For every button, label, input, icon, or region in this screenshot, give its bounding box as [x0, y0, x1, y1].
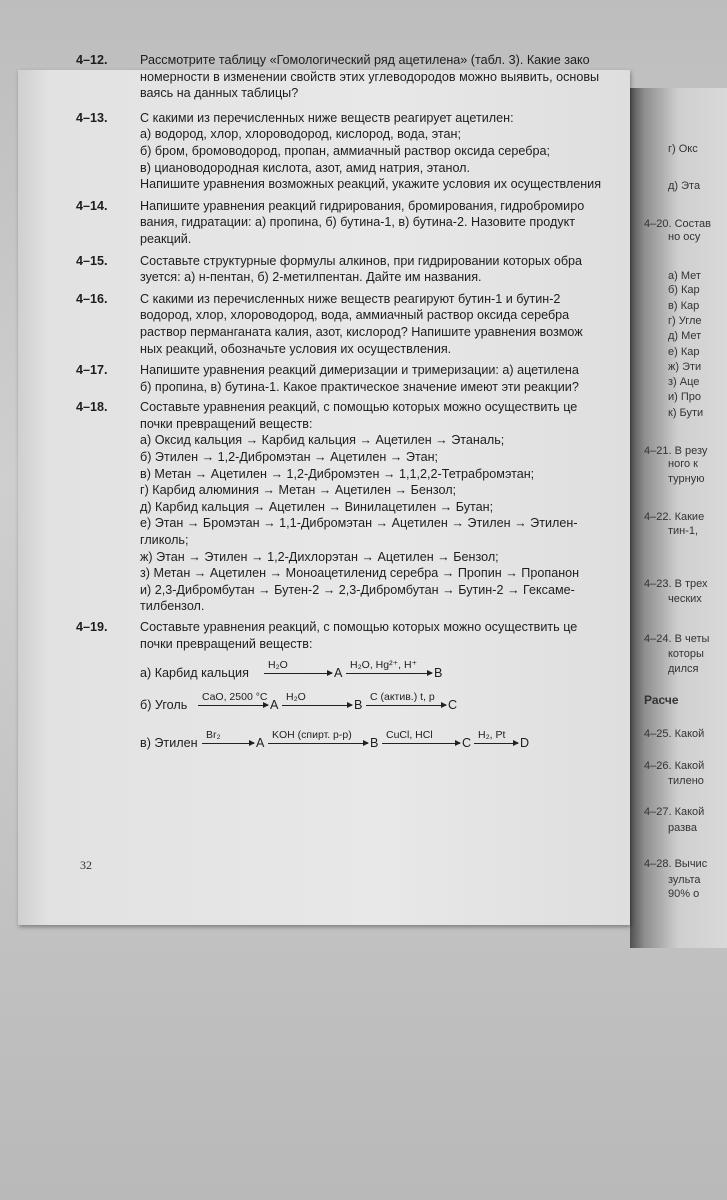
reaction-condition: H₂O: [286, 691, 306, 704]
task-block: [76, 362, 702, 395]
task-line: номерности в изменении свойств этих углеводородов можно выявить, основы: [140, 69, 600, 84]
task-line: г) Карбид алюминия → Метан → Ацетилен → Бензол;: [140, 483, 457, 498]
task-line: з) Метан → Ацетилен → Моноацетиленид серебра → Пропин → Пропанон: [140, 566, 580, 581]
adjacent-page-text-fragment: тин-1,: [668, 525, 699, 537]
task-line: зуется: а) н-пентан, б) 2-метилпентан. Дайте им названия.: [140, 270, 482, 285]
adjacent-page-text-fragment: дился: [668, 663, 699, 675]
reaction-condition: H₂, Pt: [478, 729, 506, 742]
task-text: [140, 362, 702, 395]
adjacent-page-text-fragment: 4–27. Какой: [644, 806, 705, 818]
reaction-condition: C (актив.) t, p: [370, 691, 435, 704]
reaction-condition: H₂O, Hg²⁺, H⁺: [350, 659, 418, 672]
task-line: тилбензол.: [140, 599, 205, 614]
adjacent-page-text-fragment: а) Мет: [668, 270, 701, 282]
adjacent-page-text-fragment: 4–26. Какой: [644, 760, 705, 772]
task-line: Напишите уравнения возможных реакций, укажите условия их осуществления: [140, 177, 602, 192]
reaction-schemes: [140, 655, 705, 755]
task-number: 4–17.: [76, 363, 108, 378]
task-line: гликоль;: [140, 533, 189, 548]
task-line: Составьте структурные формулы алкинов, при гидрировании которых обра: [140, 253, 583, 268]
adjacent-page-text-fragment: 4–21. В резу: [644, 445, 708, 457]
adjacent-page-text-fragment: з) Аце: [668, 376, 700, 388]
task-line: б) пропина, в) бутина-1. Какое практическое значение имеют эти реакции?: [140, 379, 579, 394]
task-line: ваясь на данных таблицы?: [140, 86, 299, 101]
task-line: б) Этилен → 1,2-Дибромэтан → Ацетилен → Этан;: [140, 450, 439, 465]
adjacent-page-text-fragment: которы: [668, 648, 704, 660]
adjacent-page-text-fragment: 4–22. Какие: [644, 511, 705, 523]
task-line: б) бром, бромоводород, пропан, аммиачный раствор оксида серебра;: [140, 143, 551, 158]
scheme-product: C: [462, 736, 472, 751]
task-line: в) Метан → Ацетилен → 1,2-Дибромэтен → 1,1,2,2-Тетрабромэтан;: [140, 466, 535, 481]
task-number: 4–12.: [76, 53, 108, 67]
task-number: 4–14.: [76, 198, 108, 213]
task-number: 4–16.: [76, 291, 108, 306]
adjacent-page-text-fragment: 4–25. Какой: [644, 728, 705, 740]
reaction-condition: KOH (спирт. р-р): [272, 729, 352, 742]
scheme-product: C: [448, 698, 458, 713]
adjacent-page-text-fragment: г) Угле: [668, 315, 702, 327]
scheme-product: A: [256, 736, 265, 751]
adjacent-page-text-fragment: тилено: [668, 775, 704, 787]
task-number: 4–15.: [76, 253, 108, 268]
task-block: [76, 253, 702, 286]
task-line: Составьте уравнения реакций, с помощью которых можно осуществить це: [140, 620, 578, 634]
adjacent-page-text-fragment: г) Окс: [668, 143, 698, 155]
page-number: 32: [80, 858, 92, 872]
task-line: Составьте уравнения реакций, с помощью которых можно осуществить це: [140, 400, 578, 415]
task-block: [76, 52, 702, 102]
task-text: [140, 110, 702, 193]
task-text: [140, 253, 702, 286]
adjacent-page-text-fragment: но осу: [668, 231, 701, 243]
reaction-scheme-b: [140, 687, 702, 717]
adjacent-page-text-fragment: ж) Эти: [668, 361, 702, 373]
task-line: С какими из перечисленных ниже веществ реагирует ацетилен:: [140, 110, 514, 125]
adjacent-page-text-fragment: 4–23. В трех: [644, 578, 708, 590]
task-text: [140, 399, 705, 615]
scheme-product: B: [434, 666, 443, 681]
task-line: и) 2,3-Дибромбутан → Бутен-2 → 2,3-Дибромбутан → Бутин-2 → Гексаме-: [140, 582, 575, 597]
task-line: почки превращений веществ:: [140, 416, 313, 431]
task-line: а) водород, хлор, хлороводород, кислород, вода, этан;: [140, 127, 461, 142]
task-number: 4–19.: [76, 620, 108, 634]
reaction-scheme-a: [140, 655, 702, 685]
scheme-product: B: [354, 698, 363, 713]
adjacent-page-text-fragment: 90% о: [668, 888, 700, 900]
task-block: [76, 198, 702, 248]
task-line: водород, хлор, хлороводород, вода, аммиачный раствор оксида серебра: [140, 308, 570, 323]
adjacent-page-text-fragment: ного к: [668, 458, 698, 470]
task-line: раствор перманганата калия, азот, кислород? Напишите уравнения возмож: [140, 324, 583, 339]
page-content: [76, 52, 705, 755]
task-text: [140, 198, 702, 248]
adjacent-page-text-fragment: Расче: [644, 693, 679, 707]
task-line: реакций.: [140, 231, 192, 246]
task-text: [140, 291, 702, 357]
task-line: почки превращений веществ:: [140, 636, 313, 651]
task-text: [140, 619, 702, 652]
task-line: Напишите уравнения реакций гидрирования, бромирования, гидробромиро: [140, 198, 585, 213]
task-line: вания, гидратации: а) пропина, б) бутина-1, в) бутина-2. Назовите продукт: [140, 215, 576, 230]
reaction-condition: Br₂: [206, 729, 221, 742]
adjacent-page-text-fragment: ческих: [668, 593, 702, 605]
scheme-start: а) Карбид кальция: [140, 666, 249, 681]
adjacent-page-text-fragment: 4–28. Вычис: [644, 858, 708, 870]
adjacent-page-text-fragment: турную: [668, 473, 705, 485]
reaction-condition: CaO, 2500 °C: [202, 691, 268, 704]
task-line: е) Этан → Бромэтан → 1,1-Дибромэтан → Ацетилен → Этилен → Этилен-: [140, 516, 578, 531]
adjacent-page-text-fragment: зульта: [668, 874, 701, 886]
task-block: [76, 619, 702, 652]
task-line: в) циановодородная кислота, азот, амид натрия, этанол.: [140, 160, 471, 175]
scheme-product: D: [520, 736, 530, 751]
task-line: ж) Этан → Этилен → 1,2-Дихлорэтан → Ацетилен → Бензол;: [140, 549, 499, 564]
task-number: 4–13.: [76, 110, 108, 125]
task-line: д) Карбид кальция → Ацетилен → Винилацетилен → Бутан;: [140, 499, 494, 514]
adjacent-page-text-fragment: в) Кар: [668, 300, 700, 312]
scheme-product: B: [370, 736, 379, 751]
task-text: [140, 52, 702, 102]
adjacent-page-text-fragment: д) Мет: [668, 330, 702, 342]
adjacent-page-text-fragment: д) Эта: [668, 180, 701, 192]
task-block: [76, 399, 705, 615]
reaction-condition: CuCl, HCl: [386, 729, 433, 742]
task-line: а) Оксид кальция → Карбид кальция → Ацетилен → Этаналь;: [140, 433, 505, 448]
scheme-start: б) Уголь: [140, 698, 188, 713]
task-line: Рассмотрите таблицу «Гомологический ряд ацетилена» (табл. 3). Какие зако: [140, 53, 590, 67]
scheme-start: в) Этилен: [140, 736, 198, 751]
adjacent-page-text-fragment: 4–24. В четы: [644, 633, 710, 645]
task-block: [76, 110, 702, 193]
adjacent-page-text-fragment: е) Кар: [668, 346, 700, 358]
adjacent-page-text-fragment: разва: [668, 822, 697, 834]
scheme-product: A: [334, 666, 343, 681]
reaction-condition: H₂O: [268, 659, 288, 672]
adjacent-page-text-fragment: 4–20. Состав: [644, 218, 712, 230]
adjacent-page-text-fragment: б) Кар: [668, 284, 700, 296]
task-line: Напишите уравнения реакций димеризации и тримеризации: а) ацетилена: [140, 363, 579, 378]
adjacent-page-text-fragment: к) Бути: [668, 407, 704, 419]
reaction-scheme-c: [140, 725, 705, 755]
task-block: [76, 291, 702, 357]
task-number: 4–18.: [76, 400, 108, 415]
task-line: ных реакций, обозначьте условия их осуществления.: [140, 341, 452, 356]
task-line: С какими из перечисленных ниже веществ реагируют бутин-1 и бутин-2: [140, 291, 561, 306]
scheme-product: A: [270, 698, 279, 713]
adjacent-page-text-fragment: и) Про: [668, 391, 702, 403]
